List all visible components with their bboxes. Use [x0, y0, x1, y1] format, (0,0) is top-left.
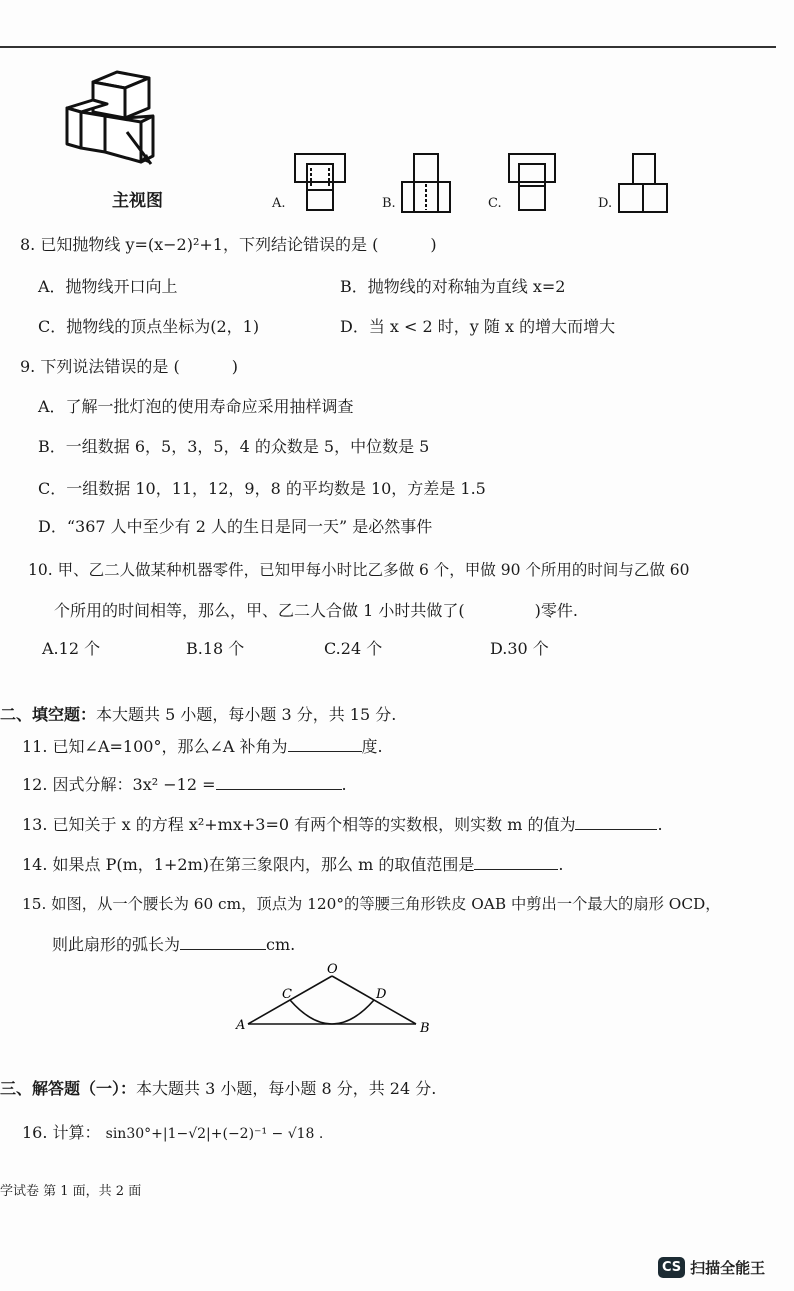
q16-label: 16. 计算：	[22, 1123, 101, 1142]
q10-line2-end: )零件.	[534, 601, 578, 620]
section2-desc: 本大题共 5 小题，每小题 3 分，共 15 分.	[96, 705, 397, 724]
q8-stem-text: 8. 已知抛物线 y=(x−2)²+1，下列结论错误的是 (	[20, 235, 379, 254]
section3-title: 三、解答题（一）：	[0, 1079, 137, 1098]
view-option-b	[400, 150, 456, 216]
option-label-d: D.	[598, 196, 613, 211]
view-option-c	[505, 150, 561, 216]
q8-option-c: C．抛物线的顶点坐标为(2，1)	[38, 317, 260, 336]
q15-line2-text: 则此扇形的弧长为	[52, 935, 181, 954]
label-a: A	[236, 1018, 246, 1033]
top-rule	[0, 46, 776, 48]
q8-option-a: A．抛物线开口向上	[38, 277, 178, 296]
q15-line2	[52, 932, 295, 955]
q15-answer-blank[interactable]	[180, 935, 266, 950]
q14	[22, 852, 563, 875]
q10-line2	[54, 598, 578, 621]
q9-option-a: A．了解一批灯泡的使用寿命应采用抽样调查	[38, 397, 354, 416]
q9-close-paren: )	[231, 357, 238, 376]
watermark-text: 扫描全能王	[690, 1259, 766, 1277]
q11-text: 11. 已知∠A=100°，那么∠A 补角为	[22, 737, 288, 756]
q14-text: 14. 如果点 P(m，1+2m)在第三象限内，那么 m 的取值范围是	[22, 855, 475, 874]
q13-text: 13. 已知关于 x 的方程 x²+mx+3=0 有两个相等的实数根，则实数 m 的值为	[22, 815, 576, 834]
option-label-c: C.	[488, 196, 502, 211]
q12-text: 12. 因式分解：3x² −12 =	[22, 775, 216, 794]
label-c: C	[282, 987, 292, 1002]
q13-answer-blank[interactable]	[575, 815, 657, 830]
q13	[22, 812, 663, 835]
q10-line1: 10. 甲、乙二人做某种机器零件，已知甲每小时比乙多做 6 个，甲做 90 个所用的时间与乙做 60	[28, 561, 690, 579]
cs-logo-icon: CS	[658, 1257, 685, 1278]
q13-end: .	[657, 815, 663, 834]
view-option-d	[617, 150, 673, 216]
q15-line1: 15. 如图，从一个腰长为 60 cm，顶点为 120°的等腰三角形铁皮 OAB 中剪出一个最大的扇形 OCD，	[22, 895, 721, 913]
q16	[22, 1120, 323, 1143]
q9-stem	[20, 354, 238, 377]
q12-answer-blank[interactable]	[216, 775, 342, 790]
main-view-label: 主视图	[112, 191, 163, 211]
q12	[22, 772, 347, 795]
option-label-a: A.	[272, 196, 286, 211]
q11-end: 度.	[361, 737, 383, 756]
option-label-b: B.	[382, 196, 396, 211]
q10-option-b: B.18 个	[186, 639, 245, 658]
section2-heading	[0, 702, 396, 725]
main-view-cube-figure	[55, 70, 165, 180]
label-o: O	[327, 962, 338, 977]
q10-option-c: C.24 个	[324, 639, 383, 658]
section3-heading	[0, 1076, 436, 1099]
q12-end: .	[341, 775, 347, 794]
label-b: B	[420, 1021, 430, 1036]
q14-end: .	[558, 855, 564, 874]
q11-answer-blank[interactable]	[288, 737, 362, 752]
q10-option-d: D.30 个	[490, 639, 549, 658]
section3-desc: 本大题共 3 小题，每小题 8 分，共 24 分.	[136, 1079, 437, 1098]
q9-option-b: B．一组数据 6，5，3，5，4 的众数是 5，中位数是 5	[38, 437, 430, 456]
page-footer: 学试卷 第 1 面，共 2 面	[0, 1184, 142, 1199]
q15-unit: cm.	[266, 935, 296, 954]
q9-stem-text: 9. 下列说法错误的是 (	[20, 357, 180, 376]
q8-close-paren: )	[430, 235, 437, 254]
view-option-a	[293, 150, 349, 214]
q11	[22, 734, 383, 757]
q15-triangle-figure	[230, 962, 440, 1038]
q16-expression: sin30°+|1−√2|+(−2)⁻¹ − √18 .	[105, 1126, 324, 1142]
q8-option-b: B．抛物线的对称轴为直线 x=2	[340, 277, 566, 296]
q9-option-d: D．“367 人中至少有 2 人的生日是同一天” 是必然事件	[38, 517, 433, 536]
q8-option-d: D．当 x < 2 时，y 随 x 的增大而增大	[340, 317, 616, 336]
q9-option-c: C．一组数据 10，11，12，9，8 的平均数是 10，方差是 1.5	[38, 479, 486, 498]
q10-option-a: A.12 个	[42, 639, 101, 658]
q14-answer-blank[interactable]	[474, 855, 558, 870]
q8-stem	[20, 232, 437, 255]
scanner-watermark	[658, 1257, 765, 1278]
q10-line2-text: 个所用的时间相等，那么，甲、乙二人合做 1 小时共做了(	[54, 601, 465, 620]
label-d: D	[376, 987, 387, 1002]
section2-title: 二、填空题：	[0, 705, 97, 724]
